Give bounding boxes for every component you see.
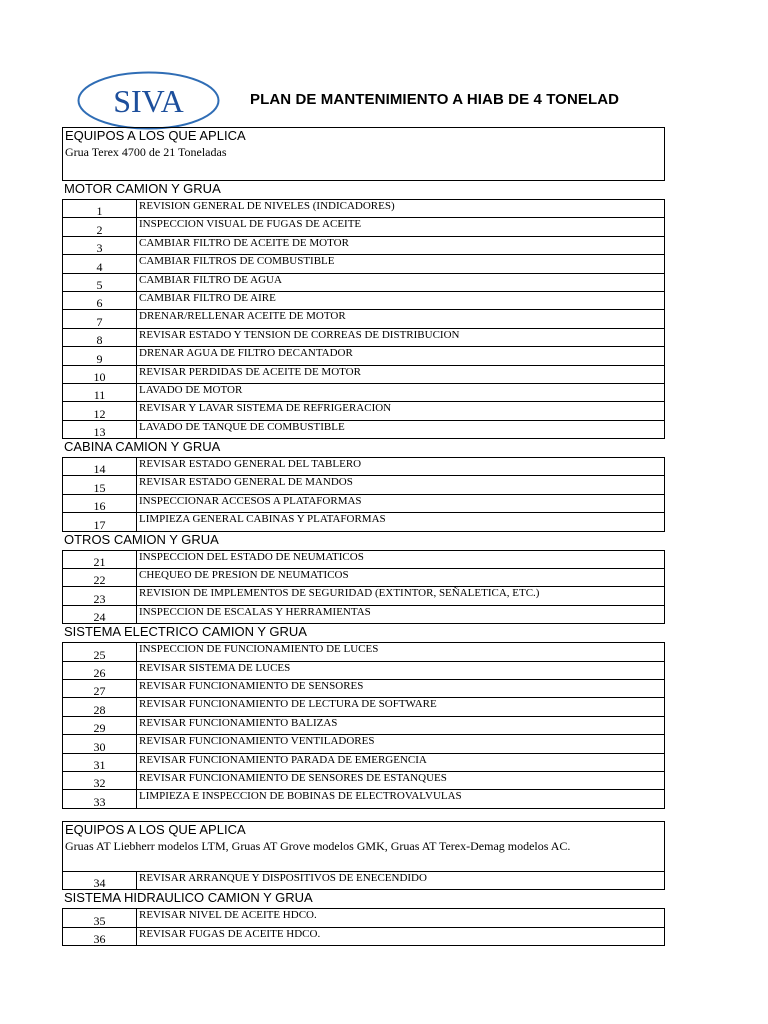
table-row: [63, 458, 665, 476]
table-row: [63, 273, 665, 291]
item-number: 32: [63, 771, 137, 789]
table-row: [63, 402, 665, 420]
item-description: REVISAR ESTADO Y TENSION DE CORREAS DE DISTRIBUCION: [137, 328, 665, 346]
section-table: [62, 199, 665, 439]
item-description: REVISAR FUNCIONAMIENTO VENTILADORES: [137, 735, 665, 753]
table-row: [63, 927, 665, 945]
section-table: [62, 457, 665, 532]
item-number: 26: [63, 661, 137, 679]
item-description: DRENAR/RELLENAR ACEITE DE MOTOR: [137, 310, 665, 328]
table-row: [63, 661, 665, 679]
item-number: 13: [63, 420, 137, 438]
item-description: INSPECCION DE FUNCIONAMIENTO DE LUCES: [137, 643, 665, 661]
item-number: 6: [63, 291, 137, 309]
item-description: REVISAR PERDIDAS DE ACEITE DE MOTOR: [137, 365, 665, 383]
page-title: PLAN DE MANTENIMIENTO A HIAB DE 4 TONELAD: [250, 91, 620, 108]
section-title: CABINA CAMION Y GRUA: [64, 439, 221, 455]
table-row: [63, 716, 665, 734]
item-number: 27: [63, 679, 137, 697]
hydraulic-section: [62, 890, 665, 946]
table-row: [63, 513, 665, 531]
table-row: [63, 909, 665, 927]
table-row: [63, 420, 665, 438]
table-row: [63, 698, 665, 716]
table-row: [63, 347, 665, 365]
item-number: 16: [63, 494, 137, 512]
equipment-box: [62, 127, 665, 181]
item-description: REVISAR FUNCIONAMIENTO PARADA DE EMERGENCIA: [137, 753, 665, 771]
section-table: [62, 550, 665, 625]
item-description: REVISION DE IMPLEMENTOS DE SEGURIDAD (EXTINTOR, SEÑALETICA, ETC.): [137, 587, 665, 605]
item-number: 15: [63, 476, 137, 494]
item-description: REVISAR FUGAS DE ACEITE HDCO.: [137, 927, 665, 945]
equipment-2-table: [62, 871, 665, 890]
item-description: REVISAR FUNCIONAMIENTO DE SENSORES DE ESTANQUES: [137, 771, 665, 789]
item-number: 14: [63, 458, 137, 476]
item-description: REVISION GENERAL DE NIVELES (INDICADORES): [137, 200, 665, 218]
section-table: [62, 642, 665, 809]
equipment-block-1: [62, 127, 665, 809]
maintenance-sections: [62, 181, 665, 809]
item-description: CAMBIAR FILTRO DE AGUA: [137, 273, 665, 291]
section-title: SISTEMA ELECTRICO CAMION Y GRUA: [64, 624, 307, 640]
item-description: INSPECCION DEL ESTADO DE NEUMATICOS: [137, 550, 665, 568]
table-row: [63, 753, 665, 771]
item-description: REVISAR ESTADO GENERAL DEL TABLERO: [137, 458, 665, 476]
item-description: LAVADO DE TANQUE DE COMBUSTIBLE: [137, 420, 665, 438]
item-number: 23: [63, 587, 137, 605]
item-description: CAMBIAR FILTRO DE ACEITE DE MOTOR: [137, 236, 665, 254]
item-number: 8: [63, 328, 137, 346]
table-row: [63, 476, 665, 494]
section-table: [62, 908, 665, 946]
table-row: [63, 218, 665, 236]
item-description: REVISAR ARRANQUE Y DISPOSITIVOS DE ENECENDIDO: [137, 872, 665, 890]
equipment-box-2: [62, 821, 665, 872]
item-description: REVISAR FUNCIONAMIENTO DE SENSORES: [137, 679, 665, 697]
item-number: 21: [63, 550, 137, 568]
section-title: MOTOR CAMION Y GRUA: [64, 181, 221, 196]
item-description: DRENAR AGUA DE FILTRO DECANTADOR: [137, 347, 665, 365]
item-description: CHEQUEO DE PRESION DE NEUMATICOS: [137, 569, 665, 587]
section-title: SISTEMA HIDRAULICO CAMION Y GRUA: [64, 890, 313, 906]
item-description: INSPECCION VISUAL DE FUGAS DE ACEITE: [137, 218, 665, 236]
item-description: LAVADO DE MOTOR: [137, 383, 665, 401]
item-description: INSPECCIONAR ACCESOS A PLATAFORMAS: [137, 494, 665, 512]
table-row: [63, 550, 665, 568]
item-number: 3: [63, 236, 137, 254]
table-row: [63, 291, 665, 309]
item-description: REVISAR NIVEL DE ACEITE HDCO.: [137, 909, 665, 927]
table-row: [63, 569, 665, 587]
item-description: LIMPIEZA GENERAL CABINAS Y PLATAFORMAS: [137, 513, 665, 531]
item-number: 2: [63, 218, 137, 236]
table-row: [63, 587, 665, 605]
table-row: [63, 679, 665, 697]
item-number: 30: [63, 735, 137, 753]
item-description: REVISAR SISTEMA DE LUCES: [137, 661, 665, 679]
item-number: 24: [63, 605, 137, 623]
siva-logo: [77, 71, 220, 130]
table-row: [63, 236, 665, 254]
item-number: 12: [63, 402, 137, 420]
maintenance-section: [62, 439, 665, 532]
item-number: 28: [63, 698, 137, 716]
logo-text: SIVA: [113, 83, 184, 119]
table-row: [63, 328, 665, 346]
item-number: 35: [63, 909, 137, 927]
table-row: [63, 200, 665, 218]
item-number: 25: [63, 643, 137, 661]
item-number: 5: [63, 273, 137, 291]
table-row: [63, 735, 665, 753]
table-row: [63, 383, 665, 401]
item-description: INSPECCION DE ESCALAS Y HERRAMIENTAS: [137, 605, 665, 623]
equipment-block-2: [62, 821, 665, 946]
item-number: 34: [63, 872, 137, 890]
table-row: [63, 255, 665, 273]
item-description: REVISAR FUNCIONAMIENTO DE LECTURA DE SOFTWARE: [137, 698, 665, 716]
item-number: 9: [63, 347, 137, 365]
table-row: [63, 790, 665, 808]
equipment-text: Grua Terex 4700 de 21 Toneladas: [65, 145, 227, 159]
maintenance-section: [62, 624, 665, 809]
table-row: [63, 494, 665, 512]
item-number: 1: [63, 200, 137, 218]
item-number: 33: [63, 790, 137, 808]
item-description: REVISAR ESTADO GENERAL DE MANDOS: [137, 476, 665, 494]
table-row: [63, 872, 665, 890]
item-description: CAMBIAR FILTRO DE AIRE: [137, 291, 665, 309]
equipment-header-2: EQUIPOS A LOS QUE APLICA: [65, 822, 246, 837]
maintenance-section: [62, 890, 665, 946]
item-number: 17: [63, 513, 137, 531]
item-number: 4: [63, 255, 137, 273]
item-number: 36: [63, 927, 137, 945]
table-row: [63, 643, 665, 661]
table-row: [63, 771, 665, 789]
item-number: 31: [63, 753, 137, 771]
equipment-header: EQUIPOS A LOS QUE APLICA: [65, 128, 246, 143]
item-number: 22: [63, 569, 137, 587]
item-description: REVISAR Y LAVAR SISTEMA DE REFRIGERACION: [137, 402, 665, 420]
table-row: [63, 365, 665, 383]
item-number: 11: [63, 383, 137, 401]
item-description: REVISAR FUNCIONAMIENTO BALIZAS: [137, 716, 665, 734]
table-row: [63, 310, 665, 328]
maintenance-section: [62, 532, 665, 625]
item-number: 29: [63, 716, 137, 734]
item-number: 7: [63, 310, 137, 328]
section-title: OTROS CAMION Y GRUA: [64, 531, 219, 547]
equipment-text-2: Gruas AT Liebherr modelos LTM, Gruas AT Grove modelos GMK, Gruas AT Terex-Demag modelos AC.: [65, 839, 571, 853]
item-description: LIMPIEZA E INSPECCION DE BOBINAS DE ELECTROVALVULAS: [137, 790, 665, 808]
item-number: 10: [63, 365, 137, 383]
maintenance-section: [62, 181, 665, 439]
table-row: [63, 605, 665, 623]
item-description: CAMBIAR FILTROS DE COMBUSTIBLE: [137, 255, 665, 273]
